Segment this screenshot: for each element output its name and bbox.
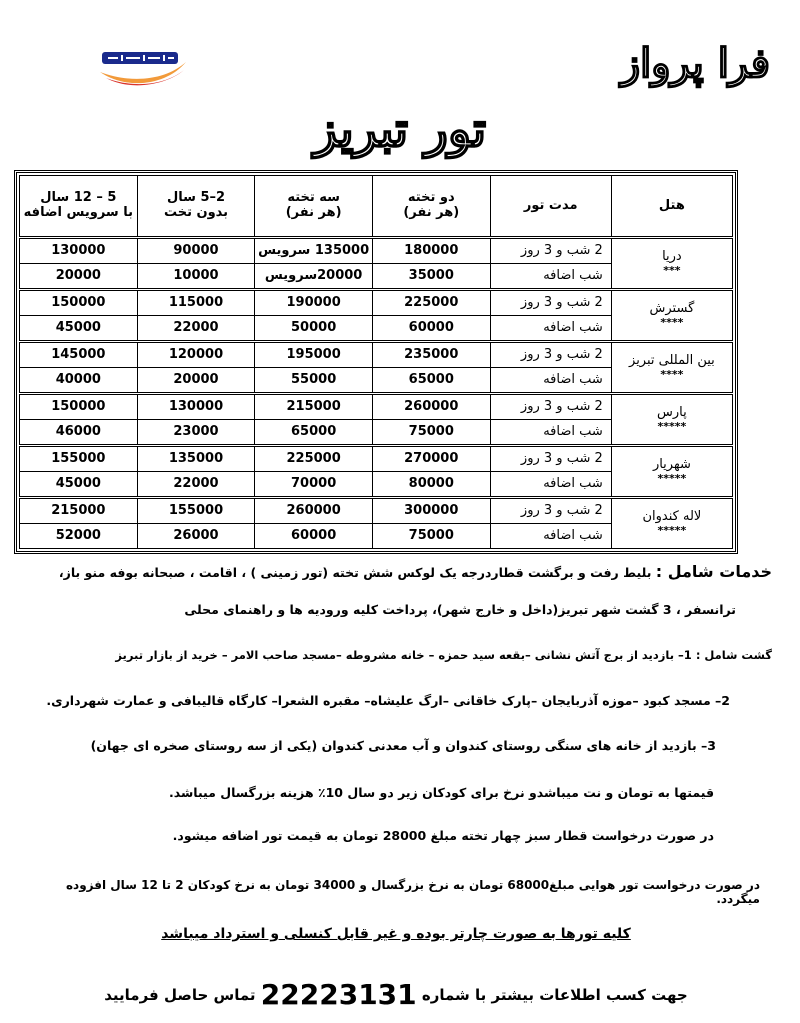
table-row [20,394,733,420]
table-row [20,342,733,368]
cell-extra-child-2-5: 22000 [137,472,255,498]
hotel-name: دریا [662,248,682,264]
table-header-row [20,176,733,238]
cell-extra-child-2-5: 26000 [137,524,255,549]
cell-extra-double: 35000 [372,264,490,290]
note-charter: کلیه تورها به صورت چارتر بوده و غیر قابل کنسلی و استرداد میباشد [161,926,631,942]
cell-tour-triple: 195000 [255,342,373,368]
cell-tour-double: 260000 [372,394,490,420]
table-row [20,498,733,524]
cell-extra-child-5-12: 45000 [20,316,138,342]
hotel-stars: **** [660,367,684,381]
fara-parvaz-logo [96,42,188,90]
header-child-2-5 [137,176,255,238]
hotel-name: شهریار [652,456,691,472]
tour-item-1: گشت شامل : 1– بازدید از برج آتش نشانی –بقعه سید حمزه – خانه مشروطه –مسجد صاحب الامر – خرید از بازار تبریز [115,648,772,662]
cell-extra-duration: شب اضافه [490,316,611,342]
cell-tour-child-5-12: 150000 [20,394,138,420]
cell-extra-duration: شب اضافه [490,264,611,290]
logo-swoosh-orange [100,62,186,83]
cell-tour-duration: 2 شب و 3 روز [490,290,611,316]
hotel-cell [611,342,732,394]
cell-tour-child-2-5: 130000 [137,394,255,420]
cell-tour-triple: 225000 [255,446,373,472]
cell-extra-duration: شب اضافه [490,368,611,394]
cell-extra-double: 65000 [372,368,490,394]
hotel-name: لاله کندوان [642,508,702,524]
note-air-tour: در صورت درخواست تور هوایی مبلغ68000 تومان به نرخ بزرگسال و 34000 تومان به نرخ کودکان 2 تا 12 سال افزوده میگردد. [65,878,760,906]
cell-tour-child-5-12: 215000 [20,498,138,524]
hotel-stars: *** [663,263,681,277]
contact-line [20,978,772,1011]
header-child-2-5-label: 2–5 سال بدون تخت [163,190,229,220]
cell-tour-child-2-5: 135000 [137,446,255,472]
cell-tour-child-2-5: 115000 [137,290,255,316]
price-table-body [20,238,733,549]
hotel-name: پارس [657,404,687,420]
cell-tour-child-5-12: 150000 [20,290,138,316]
note-prices: قیمتها به تومان و نت میباشدو نرخ برای کودکان زیر دو سال 10٪ هزینه بزرگسال میباشد. [169,785,714,800]
cell-extra-duration: شب اضافه [490,420,611,446]
hotel-stars: **** [660,315,684,329]
cell-extra-duration: شب اضافه [490,472,611,498]
contact-after: تماس حاصل فرمایید [104,986,256,1004]
note-green-train: در صورت درخواست قطار سبز چهار تخته مبلغ 28000 تومان به قیمت تور اضافه میشود. [172,828,714,843]
cell-tour-duration: 2 شب و 3 روز [490,342,611,368]
cell-tour-child-5-12: 130000 [20,238,138,264]
cell-extra-child-2-5: 22000 [137,316,255,342]
contact-phone: 22223131 [260,978,417,1011]
cell-tour-child-5-12: 145000 [20,342,138,368]
hotel-cell [611,446,732,498]
header-double-label: دو تخته (هر نفر) [403,190,460,220]
cell-extra-double: 80000 [372,472,490,498]
cell-tour-double: 225000 [372,290,490,316]
hotel-cell [611,498,732,549]
cell-extra-double: 75000 [372,524,490,549]
cell-extra-child-5-12: 45000 [20,472,138,498]
cell-tour-child-2-5: 90000 [137,238,255,264]
cell-tour-duration: 2 شب و 3 روز [490,498,611,524]
cell-tour-double: 235000 [372,342,490,368]
header-double [372,176,490,238]
cell-extra-child-2-5: 23000 [137,420,255,446]
cell-tour-child-2-5: 120000 [137,342,255,368]
contact-before: جهت کسب اطلاعات بیشتر با شماره [421,986,688,1004]
header-child-5-12-label: 5 – 12 سال با سرویس اضافه [23,190,133,220]
cell-tour-duration: 2 شب و 3 روز [490,446,611,472]
cell-extra-triple: 50000 [255,316,373,342]
cell-extra-child-5-12: 46000 [20,420,138,446]
hotel-cell [611,238,732,290]
hotel-name: گسترش [649,300,695,316]
cell-extra-child-2-5: 10000 [137,264,255,290]
hotel-name: بین المللی تبریز [629,352,715,368]
hotel-cell [611,290,732,342]
cell-tour-triple: 135000 سرویس [255,238,373,264]
services-title: خدمات شامل : [655,562,772,581]
cell-tour-triple: 190000 [255,290,373,316]
cell-extra-child-2-5: 20000 [137,368,255,394]
cell-tour-triple: 260000 [255,498,373,524]
tour-item-2: 2– مسجد کبود –موزه آذربایجان –پارک خاقانی –ارگ علیشاه– مقبره الشعرا– کارگاه قالیبافی و عمارت شهرداری. [46,693,730,708]
price-table [19,175,733,549]
cell-extra-duration: شب اضافه [490,524,611,549]
cell-extra-triple: 55000 [255,368,373,394]
cell-tour-double: 300000 [372,498,490,524]
cell-tour-double: 270000 [372,446,490,472]
cell-extra-child-5-12: 40000 [20,368,138,394]
cell-tour-double: 180000 [372,238,490,264]
cell-extra-double: 60000 [372,316,490,342]
hotel-cell [611,394,732,446]
header-hotel: هتل [611,176,732,238]
cell-extra-child-5-12: 20000 [20,264,138,290]
cell-extra-child-5-12: 52000 [20,524,138,549]
brand-title: فرا پرواز [620,40,770,87]
cell-tour-duration: 2 شب و 3 روز [490,394,611,420]
cell-extra-triple: 60000 [255,524,373,549]
cell-extra-double: 75000 [372,420,490,446]
hotel-stars: ***** [657,523,687,537]
cell-extra-triple: 20000سرویس [255,264,373,290]
table-row [20,290,733,316]
header-child-5-12 [20,176,138,238]
cell-tour-child-2-5: 155000 [137,498,255,524]
tour-item-3: 3– بازدید از خانه های سنگی روستای کندوان و آب معدنی کندوان (یکی از سه روستای صخره ای جهان) [90,738,716,753]
header-triple-label: سه تخته (هر نفر) [285,190,342,220]
table-row [20,238,733,264]
cell-tour-duration: 2 شب و 3 روز [490,238,611,264]
cell-extra-triple: 65000 [255,420,373,446]
tour-title: تور تبریز [313,102,487,158]
services-text-1: بلیط رفت و برگشت قطاردرجه یک لوکس شش تخته (تور زمینی ) ، اقامت ، صبحانه بوفه منو باز، [58,565,652,580]
services-line-1 [20,562,772,581]
hotel-stars: ***** [657,419,687,433]
cell-extra-triple: 70000 [255,472,373,498]
hotel-stars: ***** [657,471,687,485]
header-triple [255,176,373,238]
cell-tour-child-5-12: 155000 [20,446,138,472]
services-line-2: ترانسفر ، 3 گشت شهر تبریز(داخل و خارج شهر)، پرداخت کلیه ورودیه ها و راهنمای محلی [184,602,736,617]
table-row [20,446,733,472]
header-duration: مدت تور [490,176,611,238]
price-table-frame [14,170,738,554]
cell-tour-triple: 215000 [255,394,373,420]
